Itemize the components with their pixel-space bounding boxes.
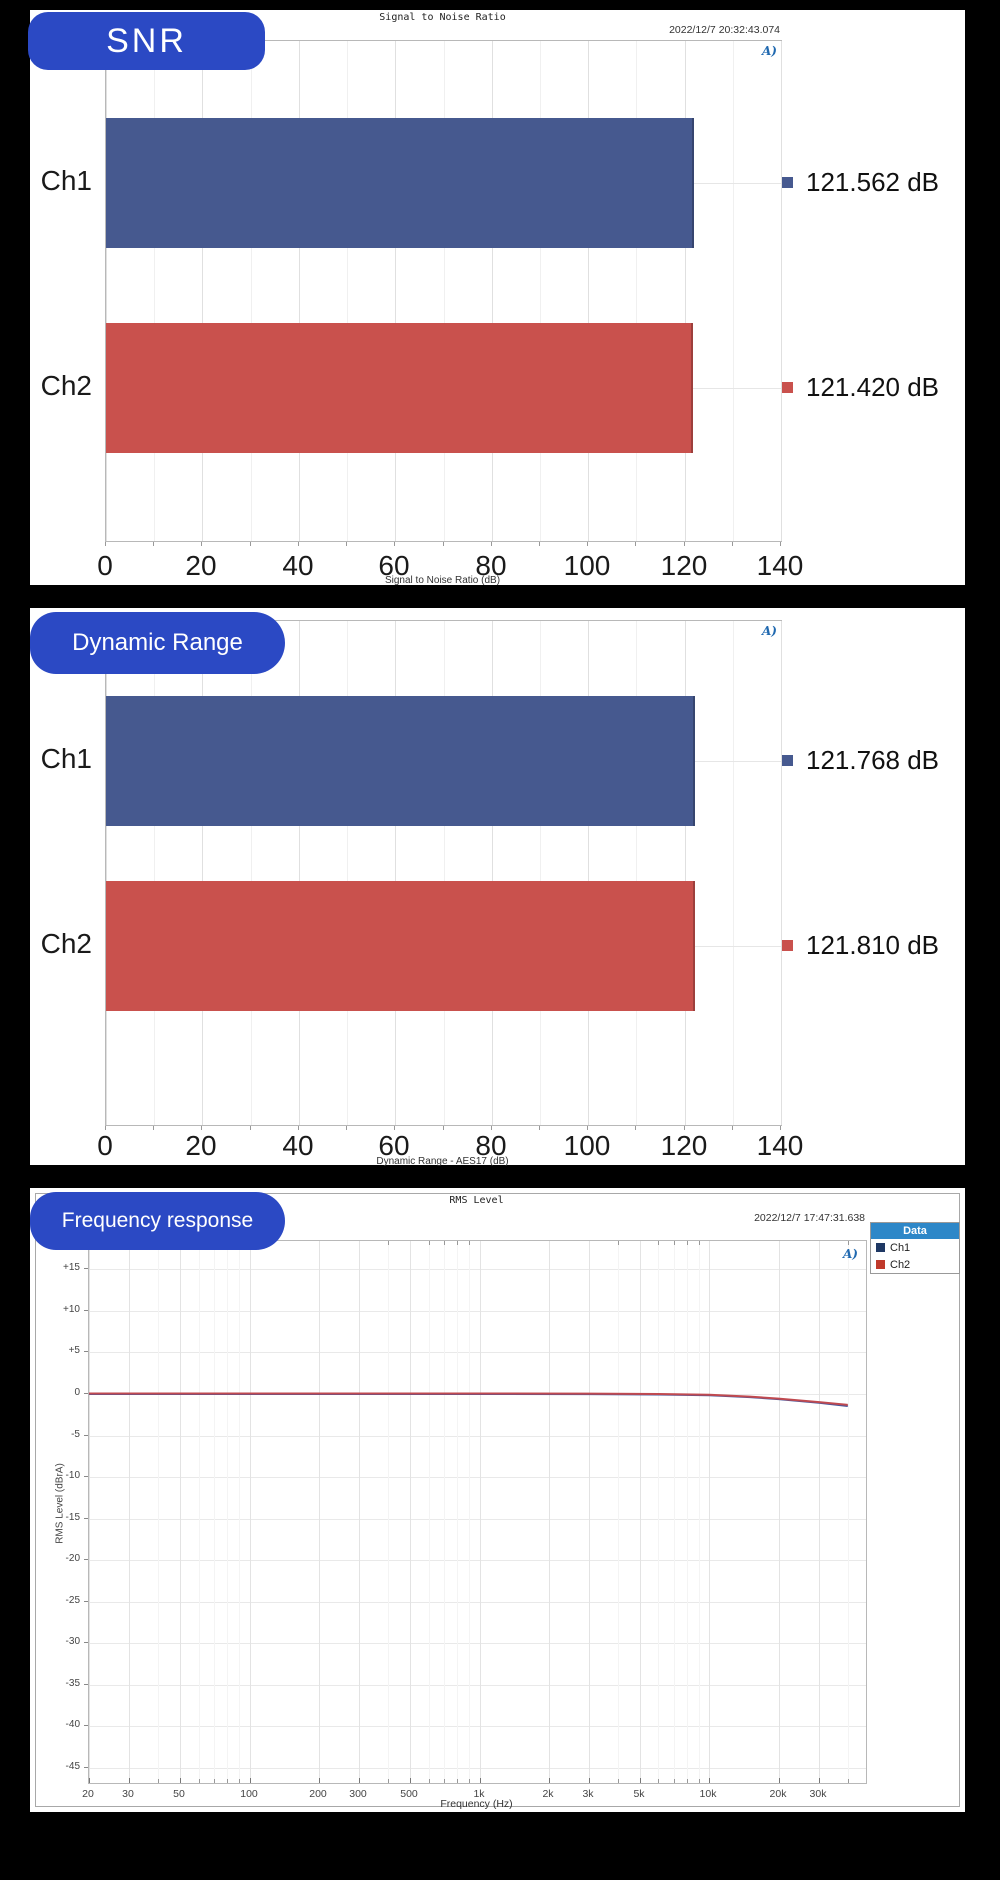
- category-label: Ch2: [40, 928, 92, 959]
- value-label: 121.562 dB: [806, 166, 940, 197]
- axis-tick: [201, 542, 202, 546]
- gridline-vertical: [636, 41, 637, 541]
- axis-tick: [732, 542, 733, 546]
- value-readout: [782, 742, 939, 778]
- value-readout: [782, 927, 939, 963]
- x-tick-label: 140: [756, 1130, 804, 1161]
- axis-tick: [635, 1126, 636, 1130]
- x-tick-label: 50: [173, 1788, 185, 1800]
- axis-tick: [250, 1126, 251, 1130]
- x-tick-label: 200: [309, 1788, 327, 1800]
- x-tick-label: 20: [185, 550, 217, 581]
- axis-tick: [539, 542, 540, 546]
- bar-plot-area: [105, 40, 782, 542]
- ap-logo-icon: A): [762, 44, 777, 58]
- value-readout: [782, 369, 939, 405]
- axis-tick: [105, 542, 106, 546]
- bar-plot-area: [105, 620, 782, 1126]
- x-tick-label: 60: [378, 550, 410, 581]
- series-marker-icon: [782, 940, 793, 951]
- y-tick-label: -35: [65, 1678, 80, 1689]
- legend-label: Ch2: [890, 1258, 911, 1271]
- y-tick-label: -40: [65, 1719, 80, 1730]
- x-tick-label: 1k: [473, 1788, 485, 1800]
- axis-tick: [443, 542, 444, 546]
- gridline-vertical: [444, 41, 445, 541]
- x-tick-label: 100: [563, 1130, 611, 1161]
- series-marker-icon: [782, 177, 793, 188]
- y-tick-label: -45: [65, 1761, 80, 1772]
- gridline-vertical: [299, 41, 300, 541]
- x-tick-label: 80: [475, 550, 507, 581]
- series-marker-icon: [782, 755, 793, 766]
- series-marker-icon: [782, 382, 793, 393]
- value-label: 121.420 dB: [806, 371, 940, 402]
- axis-tick: [635, 542, 636, 546]
- badge-label: Frequency response: [61, 1209, 254, 1232]
- axis-tick: [780, 542, 781, 546]
- x-tick-label: 3k: [582, 1788, 594, 1800]
- gridline-vertical: [733, 41, 734, 541]
- axis-tick: [153, 542, 154, 546]
- axis-tick: [539, 1126, 540, 1130]
- gridline-vertical: [202, 41, 203, 541]
- dynamic-range-badge: [30, 612, 285, 674]
- axis-tick: [153, 1126, 154, 1130]
- legend-header: Data: [871, 1223, 959, 1239]
- x-tick-label: 40: [282, 1130, 314, 1161]
- dynamic-range-panel: [30, 608, 965, 1165]
- x-tick-label: 60: [378, 1130, 410, 1161]
- axis-tick: [443, 1126, 444, 1130]
- value-label: 121.810 dB: [806, 929, 940, 960]
- category-label: Ch1: [40, 743, 92, 774]
- x-tick-label: 10k: [699, 1788, 717, 1800]
- ap-logo-icon: A): [843, 1247, 858, 1261]
- legend-swatch-icon: [876, 1260, 885, 1269]
- y-tick-label: -25: [65, 1595, 80, 1606]
- axis-tick: [587, 542, 588, 546]
- y-tick-label: 0: [74, 1387, 80, 1398]
- gridline-vertical: [154, 41, 155, 541]
- x-axis-caption: Frequency (Hz): [440, 1798, 513, 1810]
- legend-item-ch1: [871, 1239, 959, 1256]
- x-tick-label: 30: [122, 1788, 134, 1800]
- y-tick-label: -15: [65, 1512, 80, 1523]
- gridline-vertical: [251, 41, 252, 541]
- x-tick-label: 80: [475, 1130, 507, 1161]
- x-axis-caption: Signal to Noise Ratio (dB): [384, 575, 501, 586]
- gridline-vertical: [781, 41, 782, 541]
- axis-tick: [346, 1126, 347, 1130]
- x-tick-label: 30k: [809, 1788, 827, 1800]
- legend-swatch-icon: [876, 1243, 885, 1252]
- y-tick-label: +10: [63, 1304, 80, 1315]
- y-tick-label: +15: [63, 1262, 80, 1273]
- x-axis-caption: Dynamic Range - AES17 (dB): [376, 1156, 509, 1167]
- gridline-vertical: [347, 41, 348, 541]
- y-axis-label: RMS Level (dBrA): [54, 1463, 66, 1544]
- x-tick-label: 2k: [542, 1788, 554, 1800]
- x-tick-label: 5k: [633, 1788, 645, 1800]
- x-tick-label: 300: [349, 1788, 367, 1800]
- value-readout: [782, 164, 939, 200]
- axis-tick: [491, 542, 492, 546]
- data-legend: [870, 1222, 960, 1274]
- y-tick-label: -10: [65, 1470, 80, 1481]
- timestamp: 2022/12/7 20:32:43.074: [669, 24, 780, 36]
- x-tick-label: 0: [97, 550, 113, 581]
- x-tick-label: 0: [97, 1130, 113, 1161]
- gridline-vertical: [733, 621, 734, 1125]
- gridline-vertical: [106, 41, 107, 541]
- x-tick-label: 100: [563, 550, 611, 581]
- x-tick-label: 120: [660, 550, 708, 581]
- badge-label: Dynamic Range: [72, 629, 243, 656]
- bar-ch2: [106, 881, 695, 1011]
- x-tick-label: 20: [82, 1788, 94, 1800]
- axis-tick: [298, 542, 299, 546]
- legend-label: Ch1: [890, 1241, 911, 1254]
- snr-badge: [28, 12, 265, 70]
- gridline-vertical: [588, 41, 589, 541]
- x-tick-label: 100: [240, 1788, 258, 1800]
- snr-panel: [30, 10, 965, 585]
- category-label: Ch2: [40, 370, 92, 401]
- bar-ch1: [106, 118, 694, 248]
- timestamp: 2022/12/7 17:47:31.638: [754, 1212, 865, 1224]
- gridline-vertical: [781, 621, 782, 1125]
- value-label: 121.768 dB: [806, 744, 940, 775]
- chart-title: Signal to Noise Ratio: [379, 12, 506, 23]
- y-tick-label: -30: [65, 1636, 80, 1647]
- x-tick-label: 140: [756, 550, 804, 581]
- frequency-response-panel: [30, 1188, 965, 1812]
- badge-label: SNR: [106, 21, 187, 60]
- chart-title: RMS Level: [449, 1195, 504, 1206]
- gridline-vertical: [540, 41, 541, 541]
- gridline-vertical: [492, 41, 493, 541]
- axis-tick: [684, 542, 685, 546]
- x-tick-label: 20k: [769, 1788, 787, 1800]
- axis-tick: [346, 542, 347, 546]
- ap-logo-icon: A): [762, 624, 777, 638]
- axis-tick: [394, 542, 395, 546]
- line-plot-area: [88, 1240, 867, 1784]
- y-tick-label: -5: [71, 1429, 80, 1440]
- legend-item-ch2: [871, 1256, 959, 1273]
- category-label: Ch1: [40, 165, 92, 196]
- gridline-vertical: [685, 41, 686, 541]
- bar-ch1: [106, 696, 695, 826]
- frequency-response-badge: [30, 1192, 285, 1250]
- series-line-ch2: [89, 1394, 848, 1405]
- frequency-response-curves: [89, 1241, 866, 1783]
- x-tick-label: 120: [660, 1130, 708, 1161]
- x-tick-label: 40: [282, 550, 314, 581]
- axis-tick: [250, 542, 251, 546]
- gridline-vertical: [395, 41, 396, 541]
- x-tick-label: 20: [185, 1130, 217, 1161]
- y-tick-label: +5: [68, 1345, 80, 1356]
- axis-tick: [732, 1126, 733, 1130]
- y-tick-label: -20: [65, 1553, 80, 1564]
- x-tick-label: 500: [400, 1788, 418, 1800]
- bar-ch2: [106, 323, 693, 453]
